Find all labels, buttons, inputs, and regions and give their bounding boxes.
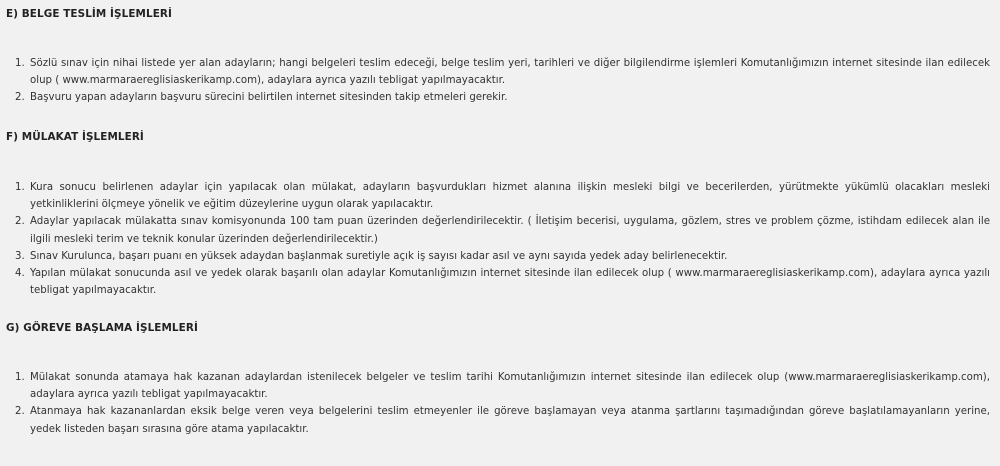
list-item: 1. Sözlü sınav için nihai listede yer alan adayların; hangi belgeleri teslim edeceği, belge teslim yeri, tarihleri ve diğer bilgilendirme işlemleri Komutanlığımızın internet sitesinde ilan edilecek olup ( www.marmaraereglisiaskerikamp.com), adaylara ayrıca yazılı tebligat yapılmayacaktır. bbox=[28, 55, 990, 89]
section-heading: F) MÜLAKAT İŞLEMLERİ bbox=[6, 131, 144, 143]
section-mulakat bbox=[6, 130, 990, 299]
list-item: 2. Atanmaya hak kazananlardan eksik belge veren veya belgelerini teslim etmeyenler ile göreve başlamayan veya atanma şartlarını taşımadığından göreve başlatılamayanların yerine, yedek listeden başarı sırasına göre atama yapılacaktır. bbox=[28, 403, 990, 437]
section-heading: E) BELGE TESLİM İŞLEMLERİ bbox=[6, 8, 172, 20]
list-item: 3. Sınav Kurulunca, başarı puanı en yüksek adaydan başlanmak suretiyle açık iş sayısı kadar asıl ve aynı sayıda yedek aday belirlenecektir. bbox=[28, 248, 990, 265]
section-belge-teslim bbox=[6, 7, 990, 107]
list-item: 2. Adaylar yapılacak mülakatta sınav komisyonunda 100 tam puan üzerinden değerlendirilecektir. ( İletişim becerisi, uygulama, gözlem, stres ve problem çözme, istihdam edilecek alan ile ilgili mesleki terim ve teknik konular üzerinden değerlendirilecektir.) bbox=[28, 213, 990, 247]
list-item: 4. Yapılan mülakat sonucunda asıl ve yedek olarak başarılı olan adaylar Komutanlığımızın internet sitesinde ilan edilecek olup ( www.marmaraereglisiaskerikamp.com), adaylara ayrıca yazılı tebligat yapılmayacaktır. bbox=[28, 265, 990, 299]
section-heading: G) GÖREVE BAŞLAMA İŞLEMLERİ bbox=[6, 322, 198, 334]
section-goreve-baslama bbox=[6, 321, 990, 438]
numbered-list bbox=[6, 55, 990, 107]
numbered-list bbox=[6, 179, 990, 299]
list-item: 2. Başvuru yapan adayların başvuru sürecini belirtilen internet sitesinden takip etmeleri gerekir. bbox=[28, 89, 990, 106]
list-item: 1. Kura sonucu belirlenen adaylar için yapılacak olan mülakat, adayların başvurdukları hizmet alanına ilişkin mesleki bilgi ve becerilerden, yürütmekte yükümlü olacakları mesleki yetkinliklerini ölçmeye yönelik ve eğitim düzeylerine uygun olarak yapılacaktır. bbox=[28, 179, 990, 213]
list-item: 1. Mülakat sonunda atamaya hak kazanan adaylardan istenilecek belgeler ve teslim tarihi Komutanlığımızın internet sitesinde ilan edilecek olup (www.marmaraereglisiaskerikamp.com), adaylara ayrıca yazılı tebligat yapılmayacaktır. bbox=[28, 369, 990, 403]
numbered-list bbox=[6, 369, 990, 438]
